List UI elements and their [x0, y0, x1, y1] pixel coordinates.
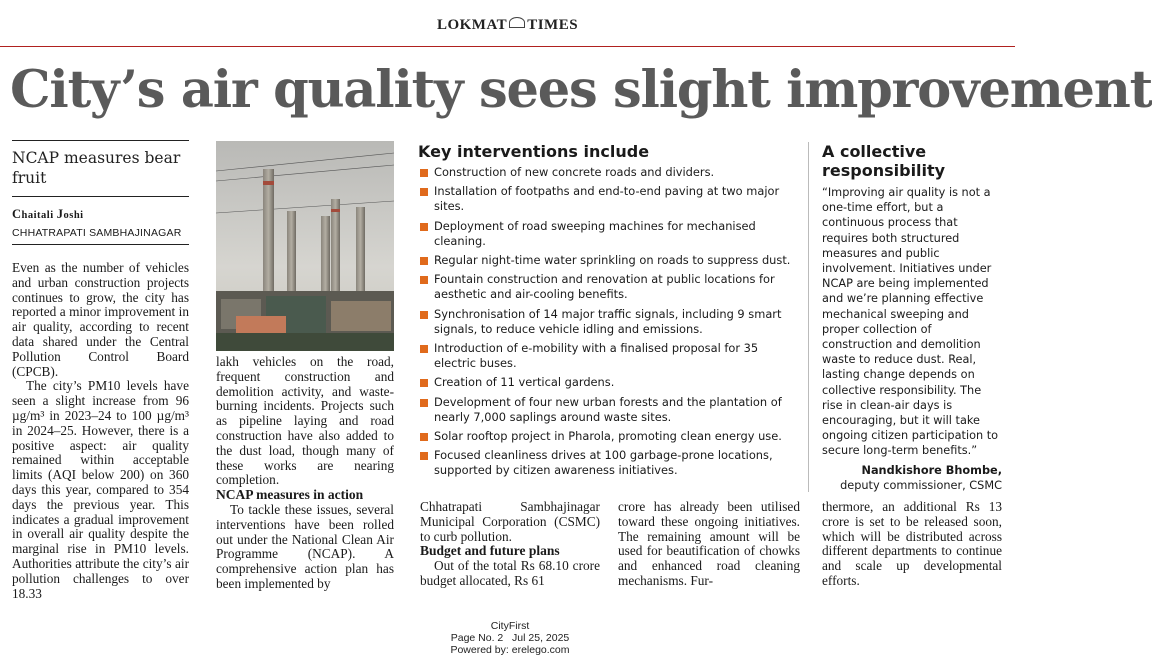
quote-sidebar — [822, 142, 1002, 493]
list-item: Development of four new urban forests and the plantation of nearly 7,000 saplings around waste sites. — [418, 395, 802, 425]
column-2 — [216, 355, 394, 592]
subheading: Budget and future plans — [420, 543, 560, 559]
divider — [12, 244, 189, 245]
divider — [12, 140, 189, 141]
article-body — [12, 261, 189, 601]
column-1 — [12, 140, 189, 601]
byline-author: Chaitali Joshi — [12, 207, 84, 221]
power-plant-photo — [216, 141, 394, 351]
paragraph: Chhatrapati Sambhajinagar Municipal Corporation (CSMC) to curb pollution. — [420, 499, 600, 544]
box-title: Key interventions include — [418, 142, 650, 161]
list-item: Focused cleanliness drives at 100 garbage-prone locations, supported by citizen awareness initiatives. — [418, 448, 802, 478]
byline-place: CHHATRAPATI SAMBHAJINAGAR — [12, 227, 182, 239]
footer-section: CityFirst — [490, 620, 530, 632]
column-4 — [618, 500, 800, 589]
paragraph: thermore, an additional Rs 13 crore is set to be released soon, which will be distributed across different departments to continue and scale up developmental efforts. — [822, 499, 1002, 588]
article-body — [822, 500, 1002, 589]
paragraph: Out of the total Rs 68.10 crore budget allocated, Rs 61 — [420, 558, 600, 588]
deck: NCAP measures bear fruit — [12, 149, 181, 187]
bullet-square-icon — [420, 169, 428, 177]
newspaper-logo: LOKMAT TIMES — [436, 17, 579, 33]
footer-page-date: Page No. 2 Jul 25, 2025 — [450, 632, 570, 644]
bullet-square-icon — [420, 452, 428, 460]
list-item: Synchronisation of 14 major traffic signals, including 9 smart signals, to reduce vehicle idling and emissions. — [418, 307, 802, 337]
column-3 — [420, 500, 600, 589]
list-item: Construction of new concrete roads and dividers. — [418, 165, 802, 180]
bullet-square-icon — [420, 188, 428, 196]
list-item: Installation of footpaths and end-to-end paving at two major sites. — [418, 184, 802, 214]
paragraph: lakh vehicles on the road, frequent construction and demolition activity, and waste-burning incidents. Projects such as pipeline laying and road construction have also added to the dust load, though many of these works are nearing completion. — [216, 354, 394, 488]
sidebar-quote: “Improving air quality is not a one-time effort, but a continuous process that requires both structured measures and public involvement. Initiatives under NCAP are being implemented and we’re planning effective mechanical sweeping and proper collection of construction and demolition waste to reduce dust. Real, lasting change depends on collective responsibility. The rise in clean-air days is encouraging, but it will take ongoing citizen participation to secure long-term benefits.” — [822, 186, 999, 458]
paragraph: Even as the number of vehicles and urban construction projects continues to grow, the city has reported a minor improvement in air quality, according to recent data shared under the Central Pollution Control Board (CPCB). — [12, 260, 189, 379]
article-body — [216, 355, 394, 592]
subheading: NCAP measures in action — [216, 487, 364, 503]
paragraph: crore has already been utilised toward these ongoing initiatives. The remaining amount will be used for beautification of chowks and enhanced road cleaning mechanisms. Fur- — [618, 499, 800, 588]
masthead-rule — [0, 46, 1015, 47]
list-item: Fountain construction and renovation at public locations for aesthetic and air-cooling benefits. — [418, 272, 802, 302]
headline: City’s air quality sees slight improvement — [10, 60, 1152, 120]
list-item: Regular night-time water sprinkling on roads to suppress dust. — [418, 253, 802, 268]
list-item: Deployment of road sweeping machines for mechanised cleaning. — [418, 219, 802, 249]
divider — [12, 196, 189, 197]
sidebar-title: A collective responsibility — [822, 142, 946, 180]
quote-attribution: Nandkishore Bhombe, deputy commissioner, CSMC — [840, 463, 1002, 492]
bullet-square-icon — [420, 399, 428, 407]
bullet-square-icon — [420, 311, 428, 319]
bullet-square-icon — [420, 345, 428, 353]
paragraph: The city’s PM10 levels have seen a slight increase from 96 µg/m³ in 2023–24 to 100 µg/m³ in 2024–25. However, there is a positive aspect: air quality remained within acceptable limits (AQI below 200) on 360 days this year, compared to 354 days the previous year. This indicates a gradual improvement in overall air quality despite the marginal rise in PM10 levels. Authorities attribute the city’s air pollution challenges to over 18.33 — [12, 378, 189, 601]
power-plant-chimneys-photo — [216, 141, 394, 351]
article-body — [420, 500, 600, 589]
interventions-list — [418, 165, 802, 479]
list-item: Solar rooftop project in Pharola, promoting clean energy use. — [418, 429, 802, 444]
bullet-square-icon — [420, 379, 428, 387]
bullet-square-icon — [420, 276, 428, 284]
column-divider — [808, 142, 809, 492]
article-body — [618, 500, 800, 589]
bullet-square-icon — [420, 257, 428, 265]
list-item: Introduction of e-mobility with a finalised proposal for 35 electric buses. — [418, 341, 802, 371]
key-interventions-box — [418, 142, 802, 483]
list-item: Creation of 11 vertical gardens. — [418, 375, 802, 390]
page-footer — [390, 620, 630, 656]
masthead — [0, 6, 1015, 42]
bullet-square-icon — [420, 223, 428, 231]
footer-powered-by: Powered by: erelego.com — [450, 644, 570, 656]
logo-emblem-icon — [509, 17, 525, 28]
column-5 — [822, 500, 1002, 589]
bullet-square-icon — [420, 433, 428, 441]
paragraph: To tackle these issues, several interventions have been rolled out under the National Clean Air Programme (NCAP). A comprehensive action plan has been implemented by — [216, 501, 394, 591]
